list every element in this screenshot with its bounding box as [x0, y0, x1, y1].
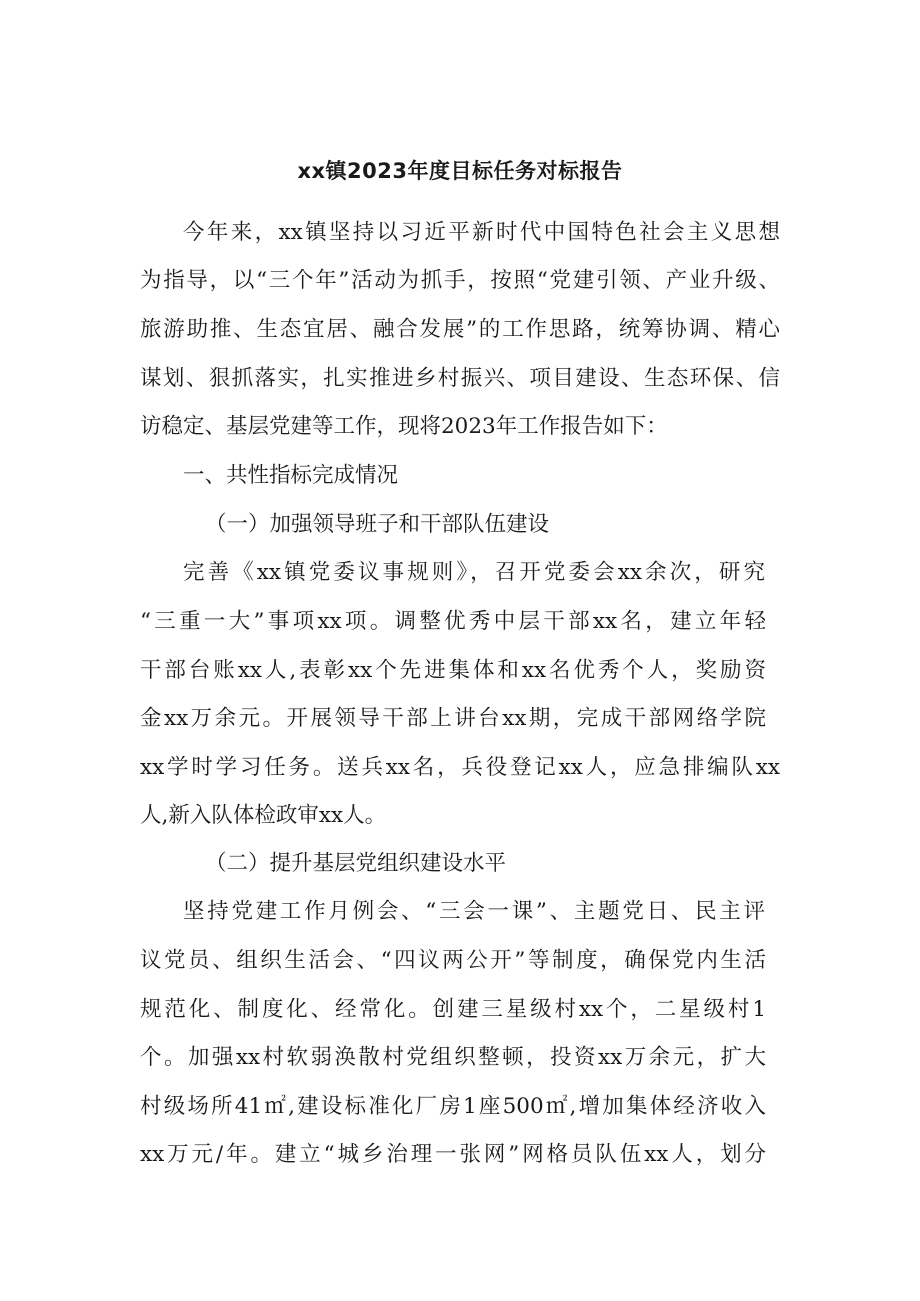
- text-line: 今年来，xx镇坚持以习近平新时代中国特色社会主义思想: [183, 220, 780, 245]
- text-line: 为指导，以“三个年”活动为抓手，按照“党建引领、产业升级、: [140, 268, 780, 293]
- section-heading: 一、共性指标完成情况: [183, 463, 399, 488]
- text-line: 规范化、制度化、经常化。创建三星级村xx个，二星级村1: [140, 997, 766, 1022]
- text-line: 人,新入队体检政审xx人。: [140, 803, 387, 828]
- subsection-heading: （一）加强领导班子和干部队伍建设: [205, 512, 550, 537]
- text-line: 旅游助推、生态宜居、融合发展”的工作思路，统筹协调、精心: [140, 317, 780, 342]
- subsection-heading: （二）提升基层党组织建设水平: [205, 851, 507, 876]
- text-line: 个。加强xx村软弱涣散村党组织整顿，投资xx万余元，扩大: [140, 1045, 766, 1070]
- text-line: “三重一大”事项xx项。调整优秀中层干部xx名，建立年轻: [140, 609, 766, 634]
- text-line: 议党员、组织生活会、“四议两公开”等制度，确保党内生活: [140, 948, 766, 973]
- text-line: 完善《xx镇党委议事规则》，召开党委会xx余次，研究: [183, 560, 765, 585]
- text-line: 坚持党建工作月例会、“三会一课”、主题党日、民主评: [183, 899, 765, 924]
- text-line: 干部台账xx人,表彰xx个先进集体和xx名优秀个人，奖励资: [140, 658, 766, 683]
- text-line: 金xx万余元。开展领导干部上讲台xx期，完成干部网络学院: [140, 706, 766, 731]
- text-line: 访稳定、基层党建等工作，现将2023年工作报告如下：: [140, 414, 668, 439]
- text-line: xx学时学习任务。送兵xx名，兵役登记xx人，应急排编队xx: [140, 755, 780, 780]
- text-line: 村级场所41㎡,建设标准化厂房1座500㎡,增加集体经济收入: [140, 1094, 766, 1119]
- text-line: xx万元/年。建立“城乡治理一张网”网格员队伍xx人，划分: [140, 1142, 766, 1167]
- text-line: 谋划、狠抓落实，扎实推进乡村振兴、项目建设、生态环保、信: [140, 366, 780, 391]
- document-title: xx镇2023年度目标任务对标报告: [297, 159, 623, 183]
